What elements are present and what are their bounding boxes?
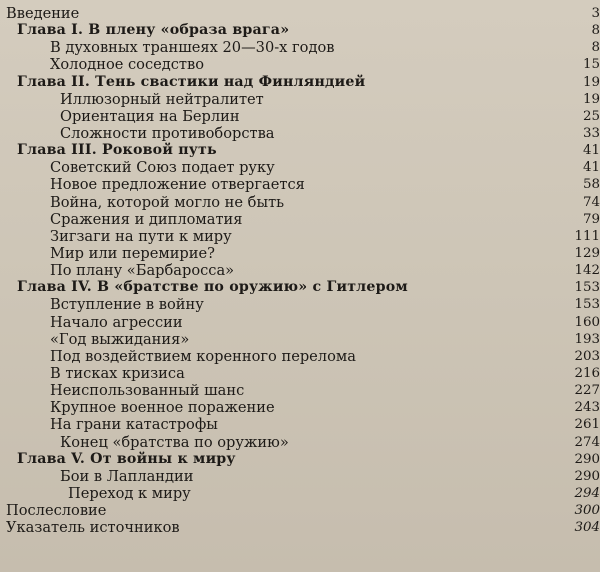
page-number: 41 — [582, 143, 600, 159]
section-title: «Год выжидания» — [50, 330, 190, 348]
section-title: Зигзаги на пути к миру — [50, 227, 232, 245]
toc-row — [0, 468, 600, 485]
section-title: В тисках кризиса — [50, 364, 185, 382]
section-title: Холодное соседство — [50, 56, 205, 74]
page-number: 243 — [574, 400, 600, 416]
page-number: 8 — [591, 23, 600, 39]
page-number: 274 — [574, 434, 600, 450]
toc-row — [0, 365, 600, 382]
toc-row — [0, 502, 600, 519]
page-number: 153 — [574, 297, 600, 313]
section-title: Советский Союз подает руку — [50, 159, 275, 177]
page-number: 160 — [574, 314, 600, 330]
chapter-title: Глава III. Роковой путь — [17, 142, 217, 159]
toc-row — [0, 485, 600, 502]
page-number: 129 — [574, 245, 600, 261]
toc-chapter-row — [0, 22, 600, 39]
toc-row — [0, 348, 600, 365]
page-number: 8 — [591, 40, 600, 56]
page-number: 294 — [574, 485, 600, 501]
toc-row — [0, 416, 600, 433]
section-title: Начало агрессии — [50, 313, 183, 331]
page-number: 142 — [574, 263, 600, 279]
section-title: Крупное военное поражение — [50, 399, 275, 417]
toc-row — [0, 108, 600, 125]
page-number: 74 — [582, 194, 600, 210]
page-number: 25 — [582, 108, 600, 124]
toc-row — [0, 382, 600, 399]
toc-chapter-row — [0, 142, 600, 159]
section-title: Конец «братства по оружию» — [60, 433, 289, 451]
page-number: 111 — [574, 228, 600, 244]
section-title: Переход к миру — [68, 484, 191, 502]
chapter-title: Глава I. В плену «образа врага» — [17, 22, 290, 39]
section-title: Введение — [6, 5, 80, 22]
toc-chapter-row — [0, 279, 600, 296]
section-title: Война, которой могло не быть — [50, 193, 285, 211]
toc-row — [0, 314, 600, 331]
page-number: 216 — [574, 365, 600, 381]
toc-row — [0, 399, 600, 416]
section-title: Вступление в войну — [50, 296, 204, 314]
page-number: 193 — [574, 331, 600, 347]
page-number: 19 — [582, 91, 600, 107]
page-number: 203 — [574, 348, 600, 364]
toc-row — [0, 211, 600, 228]
toc-row — [0, 5, 600, 22]
section-title: Новое предложение отвергается — [50, 176, 305, 194]
chapter-title: Глава V. От войны к миру — [17, 450, 236, 467]
chapter-title: Глава IV. В «братстве по оружию» с Гитлером — [17, 279, 408, 296]
section-title: Ориентация на Берлин — [60, 107, 240, 125]
toc-row — [0, 434, 600, 451]
section-title: В духовных траншеях 20—30-х годов — [50, 39, 335, 57]
page-number: 304 — [574, 520, 600, 536]
section-title: Под воздействием коренного перелома — [50, 347, 356, 365]
toc-row — [0, 296, 600, 313]
section-title: Неиспользованный шанс — [50, 382, 245, 400]
section-title: Сражения и дипломатия — [50, 210, 243, 228]
section-title: По плану «Барбаросса» — [50, 262, 235, 280]
section-title: Послесловие — [6, 502, 107, 520]
toc-row — [0, 331, 600, 348]
toc-row — [0, 56, 600, 73]
toc-row — [0, 125, 600, 142]
table-of-contents — [0, 5, 600, 536]
chapter-title: Глава II. Тень свастики над Финляндией — [17, 73, 366, 90]
toc-chapter-row — [0, 74, 600, 91]
toc-chapter-row — [0, 451, 600, 468]
page-number: 227 — [574, 383, 600, 399]
section-title: На грани катастрофы — [50, 416, 218, 434]
page-number: 153 — [574, 280, 600, 296]
page-number: 41 — [582, 160, 600, 176]
section-title: Бои в Лапландии — [60, 467, 194, 485]
page-number: 290 — [574, 468, 600, 484]
toc-row — [0, 262, 600, 279]
page-number: 19 — [582, 74, 600, 90]
section-title: Иллюзорный нейтралитет — [60, 90, 264, 108]
toc-row — [0, 228, 600, 245]
section-title: Мир или перемирие? — [50, 244, 215, 262]
page-number: 290 — [574, 451, 600, 467]
toc-row — [0, 176, 600, 193]
page-number: 300 — [574, 503, 600, 519]
section-title: Сложности противоборства — [60, 124, 275, 142]
toc-row — [0, 91, 600, 108]
page-number: 15 — [582, 57, 600, 73]
toc-row — [0, 159, 600, 176]
page-number: 79 — [582, 211, 600, 227]
toc-row — [0, 194, 600, 211]
toc-row — [0, 519, 600, 536]
page-number: 58 — [582, 177, 600, 193]
page-number: 3 — [591, 6, 600, 21]
toc-row — [0, 245, 600, 262]
toc-row — [0, 39, 600, 56]
page-number: 33 — [582, 125, 600, 141]
page-number: 261 — [574, 417, 600, 433]
section-title: Указатель источников — [6, 519, 180, 537]
